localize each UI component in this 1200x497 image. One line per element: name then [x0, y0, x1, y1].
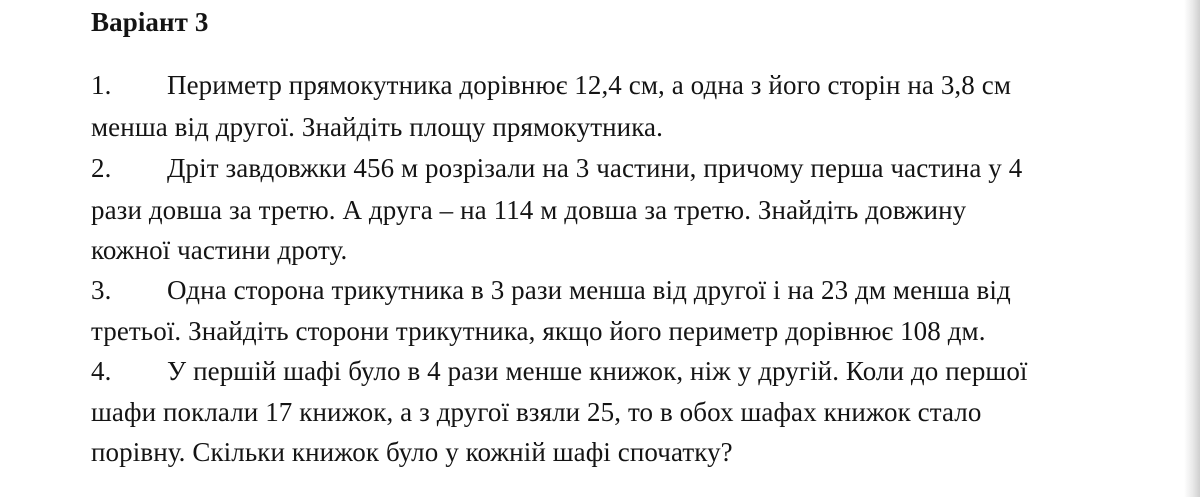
task-4-line-3: порівну. Скільки книжок було у кожній шафі спочатку? — [91, 437, 733, 467]
task-3-line-2: третьої. Знайдіть сторони трикутника, якщо його периметр дорівнює 108 дм. — [91, 316, 986, 346]
task-4-line-2: шафи поклали 17 книжок, а з другої взяли 25, то в обох шафах книжок стало — [91, 397, 982, 427]
task-4-number: 4. — [91, 356, 112, 386]
task-2-line-1: Дріт завдовжки 456 м розрізали на 3 частини, причому перша частина у 4 — [167, 153, 1023, 183]
task-2-line-3: кожної частини дроту. — [91, 235, 348, 265]
variant-title: Варіант 3 — [91, 7, 209, 37]
task-4-line-1: У першій шафі було в 4 рази менше книжок, ніж у другій. Коли до першої — [167, 356, 1028, 386]
task-3-line-1: Одна сторона трикутника в 3 рази менша від другої і на 23 дм менша від — [167, 275, 1011, 305]
task-1-number: 1. — [91, 70, 112, 100]
task-1-line-1: Периметр прямокутника дорівнює 12,4 см, а одна з його сторін на 3,8 см — [167, 70, 1011, 100]
task-2-line-2: рази довша за третю. А друга – на 114 м довша за третю. Знайдіть довжину — [91, 195, 967, 225]
task-2-number: 2. — [91, 153, 112, 183]
task-3-number: 3. — [91, 275, 112, 305]
page-edge-shadow — [1184, 0, 1200, 497]
task-1-line-2: менша від другої. Знайдіть площу прямокутника. — [91, 112, 663, 142]
